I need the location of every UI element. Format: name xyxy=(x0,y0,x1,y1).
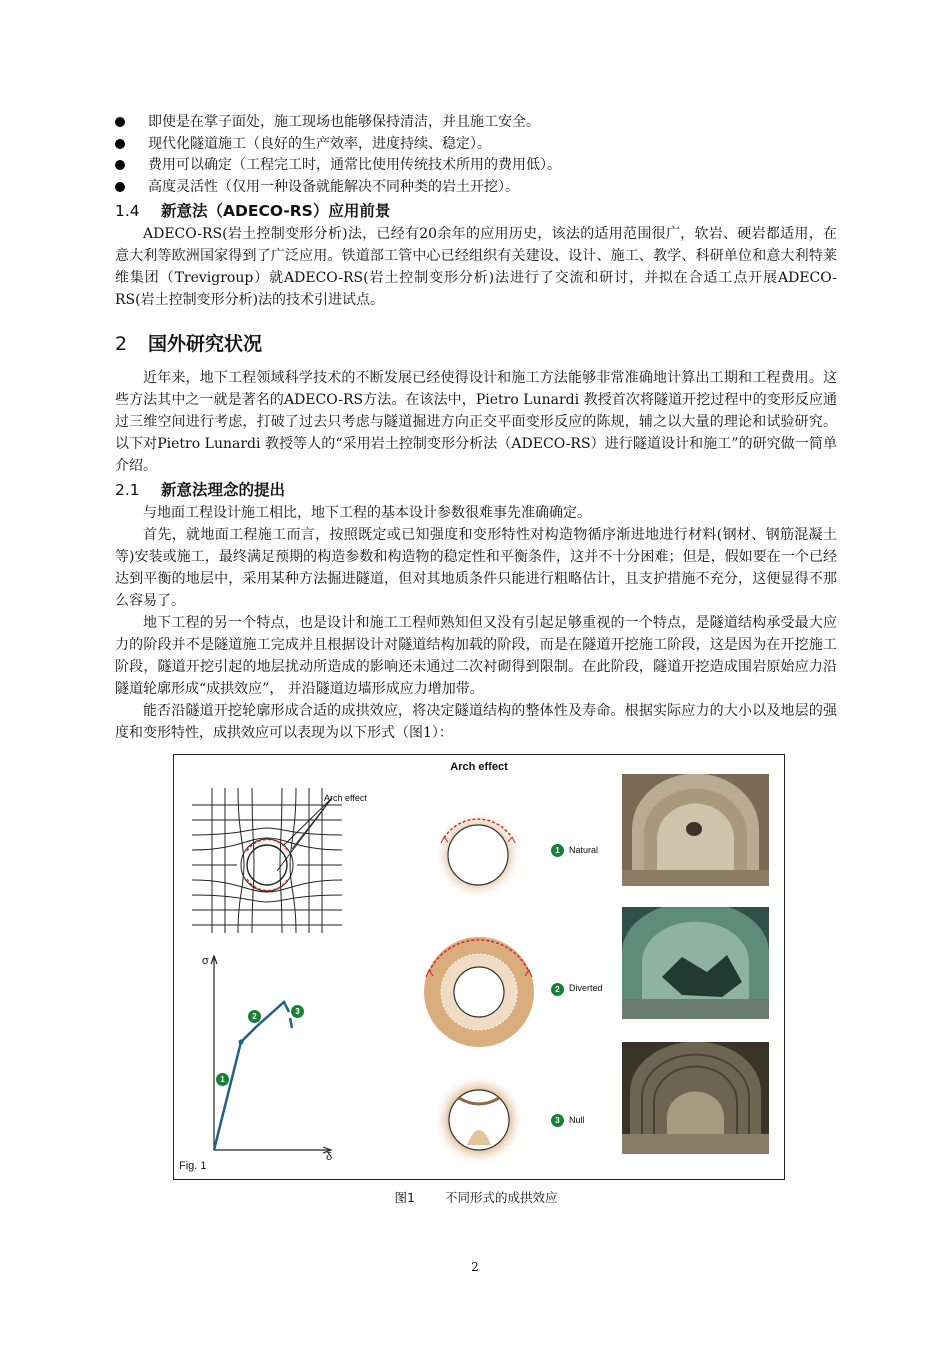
caption-number: 图1 xyxy=(394,1190,415,1205)
section-2-1-heading xyxy=(115,479,837,501)
figure-caption xyxy=(115,1188,837,1206)
bullet-icon xyxy=(115,182,125,192)
axis-delta-label: δ xyxy=(326,1151,333,1163)
curve-stage-badge: 3 xyxy=(291,1005,304,1018)
paragraph: 地下工程的另一个特点，也是设计和施工工程师熟知但又没有引起足够重视的一个特点，是隧道结构承受最大应力的阶段并不是隧道施工完成并且根据设计对隧道结构加载的阶段，而是在隧道开挖施工阶段，这是因为在开挖施工阶段，隧道开挖引起的地层扰动所造成的影响还未通过二次衬砌得到限制。在此阶段，隧道开挖造成围岩原始应力沿隧道轮廓形成“成拱效应”， 并沿隧道边墙形成应力增加带。 xyxy=(115,615,837,697)
section-number: 2 xyxy=(115,333,128,355)
bullet-icon xyxy=(115,160,125,170)
arch-effect-label: Arch effect xyxy=(324,793,367,803)
section-title: 新意法（ADECO-RS）应用前景 xyxy=(161,202,391,220)
case-diverted-badge: 2 xyxy=(551,983,564,996)
bullet-list xyxy=(115,112,837,198)
curve-stage-badge: 2 xyxy=(248,1010,261,1023)
tunnel-null-diagram xyxy=(429,1070,529,1170)
paragraph: 与地面工程设计施工相比，地下工程的基本设计参数很难事先准确确定。 xyxy=(143,505,591,521)
paragraph: 近年来，地下工程领域科学技术的不断发展已经使得设计和施工方法能够非常准确地计算出工期和工程费用。这些方法其中之一就是著名的ADECO-RS方法。在该法中，Pietro Lunardi 教授首次将隧道开挖过程中的变形反应通过三维空间进行考虑，打破了过去只考虑与隧道掘进方向正交平面变形反应的陈规，辅之以大量的理论和试验研究。以下对Pietro Lunardi 教授等人的“采用岩土控制变形分析法（ADECO-RS）进行隧道设计和施工”的研究做一简单介绍。 xyxy=(115,370,837,474)
bullet-icon xyxy=(115,117,125,127)
paragraph: 首先，就地面工程施工而言，按照既定或已知强度和变形特性对构造物循序渐进地进行材料(钢材、钢筋混凝土等)安装或施工，最终满足预期的构造参数和构造物的稳定性和平衡条件，这并不十分困难；但是，假如要在一个已经达到平衡的地层中，采用某种方法掘进隧道，但对其地质条件只能进行粗略估计，且支护措施不充分，这便显得不那么容易了。 xyxy=(115,527,837,609)
caption-text: 不同形式的成拱效应 xyxy=(444,1190,558,1205)
bullet-icon xyxy=(115,139,125,149)
section-title: 国外研究状况 xyxy=(148,333,263,355)
tunnel-photo-null xyxy=(622,1042,769,1154)
list-item: 高度灵活性（仅用一种设备就能解决不同种类的岩土开挖）。 xyxy=(115,177,837,199)
figure-title: Arch effect xyxy=(450,761,508,773)
page-number: 2 xyxy=(471,1260,479,1274)
paragraph: 能否沿隧道开挖轮廓形成合适的成拱效应，将决定隧道结构的整体性及寿命。根据实际应力的大小以及地层的强度和变形特性，成拱效应可以表现为以下形式（图1）： xyxy=(115,703,837,741)
axis-sigma-label: σ xyxy=(202,955,209,967)
figure-arch-effect xyxy=(173,754,785,1180)
tunnel-diverted-diagram xyxy=(419,927,539,1052)
tunnel-natural-diagram xyxy=(426,793,531,903)
case-natural-label: Natural xyxy=(569,845,599,855)
curve-stage-badge: 1 xyxy=(216,1073,229,1086)
section-title: 新意法理念的提出 xyxy=(161,481,286,499)
tunnel-photo-natural xyxy=(622,774,769,886)
page-content xyxy=(115,112,837,1206)
section-2-heading xyxy=(115,331,837,357)
tunnel-photo-diverted xyxy=(622,907,769,1019)
stress-strain-graph xyxy=(204,950,339,1155)
section-1-4-heading xyxy=(115,200,837,222)
list-item: 即使是在掌子面处，施工现场也能够保持清洁，并且施工安全。 xyxy=(115,112,837,134)
list-item: 现代化隧道施工（良好的生产效率，进度持续、稳定）。 xyxy=(115,134,837,156)
section-number: 2.1 xyxy=(115,481,140,499)
case-natural-badge: 1 xyxy=(551,844,564,857)
case-null-badge: 3 xyxy=(551,1114,564,1127)
list-item: 费用可以确定（工程完工时，通常比使用传统技术所用的费用低）。 xyxy=(115,155,837,177)
section-number: 1.4 xyxy=(115,202,140,220)
paragraph: ADECO-RS(岩土控制变形分析)法，已经有20余年的应用历史，该法的适用范围很广，软岩、硬岩都适用，在意大利等欧洲国家得到了广泛应用。铁道部工管中心已经组织有关建设、设计、施工、教学、科研单位和意大利特莱维集团（Trevigroup）就ADECO-RS(岩土控制变形分析)法进行了交流和研讨，并拟在合适工点开展ADECO-RS(岩土控制变形分析)法的技术引进试点。 xyxy=(115,226,837,308)
case-diverted-label: Diverted xyxy=(569,983,603,993)
arch-grid-diagram xyxy=(192,783,367,938)
case-null-label: Null xyxy=(569,1115,585,1125)
figure-label: Fig. 1 xyxy=(179,1160,207,1172)
